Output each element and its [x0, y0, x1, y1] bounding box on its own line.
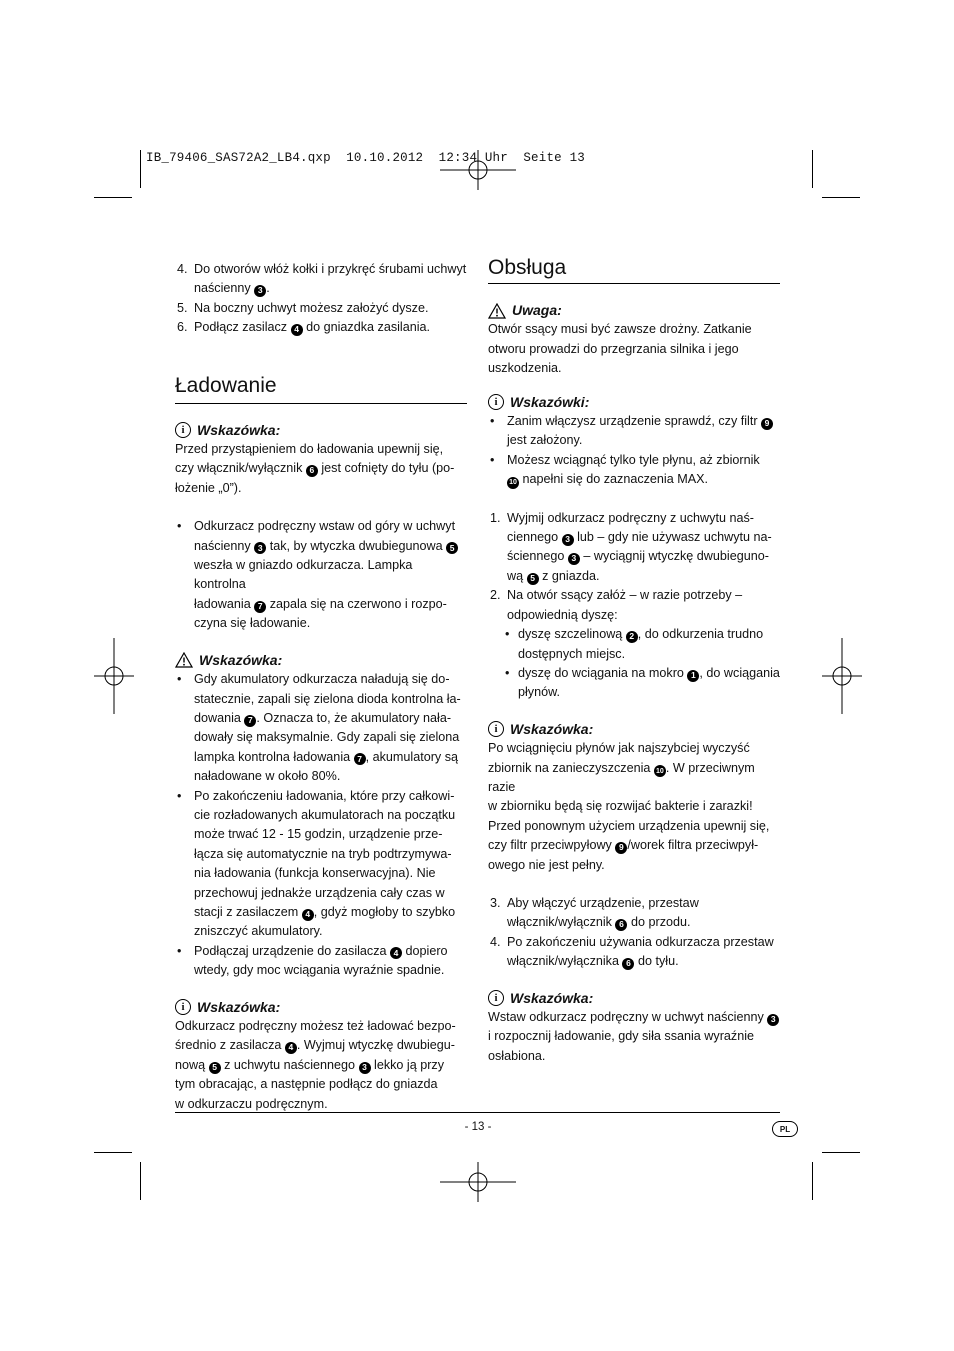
list-item: 3. Aby włączyć urządzenie, przestaw włącznik/wyłącznik 6 do przodu. [490, 895, 699, 930]
registration-mark-left [94, 638, 134, 714]
list-item: • Gdy akumulatory odkurzacza naładują się do- statecznie, zapali się zielona dioda kontrolna ła- dowania 7 . Oznacza to, że akumulatory nała- dowały się maksymalnie. Gdy zapali się zielona lampka kontrolna ładowania 7 , akumulatory są naładowane w około 80%. [177, 672, 461, 784]
page-number: - 13 - [464, 1121, 492, 1133]
crop-mark [94, 197, 132, 198]
section-title: Obsługa [488, 255, 780, 284]
left-column: 4. Do otworów włóż kołki i przykręć śrubami uchwyt naścienny 3 . 5. Na boczny uchwyt możesz założyć dysze. 6. Podłącz zasilacz 4 do gniazdka zasilania. Ładowanie i Wskazówka: Przed przystąpieniem do ładowania upewnij się, czy włącznik/wyłącznik 6 jest cofnięty do tyłu (po- łożenie „0”). • Odkurzacz podręczny wstaw od góry w uchwyt naścienny 3 tak, by wtyczka dwubiegunowa 5 weszła w gniazdo odkurzacza. Lampka kontrolna ładowania 7 zapala się na czerwono i rozpo- czyna się ładowanie. Wskazówka: • Gdy akumulatory odkurzacza naładują się do- statecznie, zapali się zielona dioda kontrolna ła- dowania 7 . Oznacza to, że akumulatory nała- dowały się maksymalnie. Gdy zapali się zielona lampka kontrolna ładowania 7 , akumulatory są naładowane w około 80%. • Po zakończeniu ładowania, które przy całkowi- cie rozładowanych akumulatorach na początku może trwać 12 - 15 godzin, urządzenie prze- łącza się automatycznie na tryb podtrzymywa- nia ładowania (funkcja konserwacyjna). Nie przechowuj jednakże urządzenia cały czas w stacji z zasilaczem 4 , gdyż mogłoby to szybko zniszczyć akumulatory. • Podłączaj urządzenie do zasilacza 4 dopiero wtedy, gdy moc wciągania wyraźnie spadnie. i Wskazówka: Odkurzacz podręczny możesz też ładować bezpo- średnio z zasilacza 4 . Wyjmuj wtyczkę dwubiegu- nową 5 z uchwytu naściennego 3 lekko ją przy tym obracając, a następnie podłącz do gniazda w odkurzaczu podręcznym. [175, 262, 467, 1111]
print-slug: IB_79406_SAS72A2_LB4.qxp 10.10.2012 12:34 Uhr Seite 13 [146, 151, 585, 165]
list-item: • Po zakończeniu ładowania, które przy całkowi- cie rozładowanych akumulatorach na początku może trwać 12 - 15 godzin, urządzenie prze- łącza się automatycznie na tryb podtrzymywa- nia ładowania (funkcja konserwacyjna). Nie przechowuj jednakże urządzenia cały czas w stacji z zasilaczem 4 , gdyż mogłoby to szybko zniszczyć akumulatory. [177, 788, 456, 939]
note-heading: i Wskazówka: [175, 421, 467, 440]
crop-mark [94, 1152, 132, 1153]
warning-icon [488, 303, 506, 319]
list-item: 2. Na otwór ssący załóż – w razie potrzeby – odpowiednią dyszę: [490, 588, 743, 622]
warning-icon [175, 652, 193, 668]
info-icon: i [488, 990, 504, 1006]
warning-heading: Wskazówka: [175, 651, 467, 670]
hints-heading: i Wskazówki: [488, 393, 780, 412]
crop-mark [812, 1162, 813, 1200]
list-item: • Podłączaj urządzenie do zasilacza 4 dopiero wtedy, gdy moc wciągania wyraźnie spadnie. [177, 943, 448, 978]
caution-heading: Uwaga: [488, 301, 780, 320]
info-icon: i [488, 721, 504, 737]
registration-mark-bottom [440, 1162, 516, 1202]
crop-mark [140, 150, 141, 188]
list-item: • dyszę szczelinową 2 , do odkurzenia trudno dostępnych miejsc. [505, 627, 764, 661]
info-icon: i [488, 394, 504, 410]
crop-mark [140, 1162, 141, 1200]
footer-rule [175, 1112, 780, 1113]
section-title: Ładowanie [175, 373, 467, 404]
right-column: Obsługa Uwaga: Otwór ssący musi być zawsze drożny. Zatkanie otworu prowadzi do przegrzania silnika i jego uszkodzenia. i Wskazówki: • Zanim włączysz urządzenie sprawdź, czy filtr 9 jest założony. • Możesz wciągnąć tylko tyle płynu, aż zbiornik 10 napełni się do zaznaczenia MAX. 1. Wyjmij odkurzacz podręczny z uchwytu naś- ciennego 3 lub – gdy nie używasz uchwytu na- ściennego 3 – wyciągnij wtyczkę dwubieguno- wą 5 z gniazda. 2. Na otwór ssący załóż – w razie potrzeby – odpowiednią dyszę: • dyszę szczelinową 2 , do odkurzenia trudno dostępnych miejsc. • dyszę do wciągania na mokro 1 , do wciągania płynów. i Wskazówka: Po wciągnięciu płynów jak najszybciej wyczyść zbiornik na zanieczyszczenia 10 . W przeciwnym razie w zbiorniku będą się rozwijać bakterie i zarazki! Przed ponownym użyciem urządzenia upewnij się, czy filtr przeciwpyłowy 9 /worek filtra przeciwpył- owego nie jest pełny. 3. Aby włączyć urządzenie, przestaw włącznik/wyłącznik 6 do przodu. 4. Po zakończeniu używania odkurzacza przestaw włącznik/wyłącznika 6 do tyłu. i Wskazówka: Wstaw odkurzacz podręczny w uchwyt naścienny 3 i rozpocznij ładowanie, gdy siła ssania wyraźnie osłabiona. [488, 256, 780, 1063]
crop-mark [822, 1152, 860, 1153]
list-item: 1. Wyjmij odkurzacz podręczny z uchwytu naś- ciennego 3 lub – gdy nie używasz uchwytu na- ściennego 3 – wyciągnij wtyczkę dwubieguno- wą 5 z gniazda. [490, 510, 772, 583]
list-item: • dyszę do wciągania na mokro 1 , do wciągania płynów. [505, 665, 780, 700]
registration-mark-top [440, 150, 516, 190]
list-item: • Możesz wciągnąć tylko tyle płynu, aż zbiornik 10 napełni się do zaznaczenia MAX. [488, 451, 780, 490]
crop-mark [812, 150, 813, 188]
info-icon: i [175, 999, 191, 1015]
list-item: • Zanim włączysz urządzenie sprawdź, czy filtr 9 jest założony. [488, 412, 780, 451]
list-item: 5. Na boczny uchwyt możesz założyć dysze. [177, 300, 429, 315]
info-icon: i [175, 422, 191, 438]
list-item: 6. Podłącz zasilacz 4 do gniazdka zasilania. [177, 320, 431, 335]
list-item: 4. Do otworów włóż kołki i przykręć śrubami uchwyt naścienny 3 . [177, 262, 467, 296]
list-item: 4. Po zakończeniu używania odkurzacza przestaw włącznik/wyłącznika 6 do tyłu. [490, 934, 774, 969]
note-heading: i Wskazówka: [488, 720, 780, 739]
language-badge: PL [772, 1121, 798, 1137]
note-heading: i Wskazówka: [175, 998, 467, 1017]
crop-mark [822, 197, 860, 198]
list-item: • Odkurzacz podręczny wstaw od góry w uchwyt naścienny 3 tak, by wtyczka dwubiegunowa 5 weszła w gniazdo odkurzacza. Lampka kontrolna ładowania 7 zapala się na czerwono i rozpo- czyna się ładowanie. [175, 517, 467, 633]
note-heading: i Wskazówka: [488, 989, 780, 1008]
registration-mark-right [822, 638, 862, 714]
